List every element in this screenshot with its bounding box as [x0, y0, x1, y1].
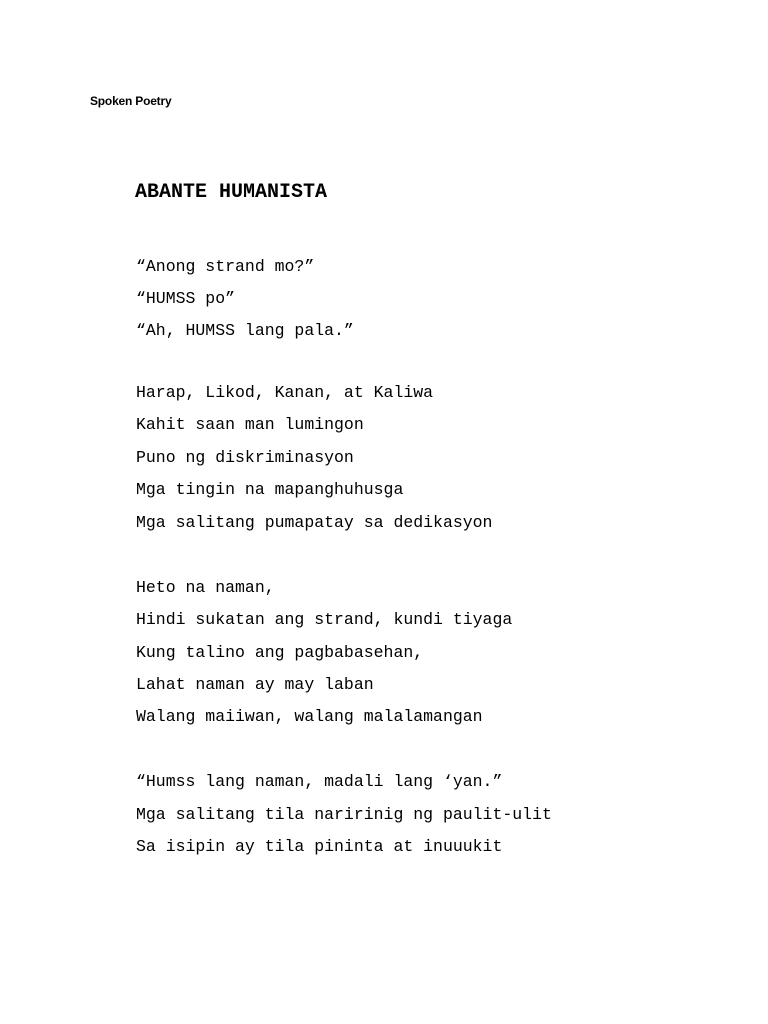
poem-line: “Anong strand mo?” [136, 257, 315, 276]
poem-line: Sa isipin ay tila pininta at inuuukit [136, 837, 503, 856]
poem-line: “Ah, HUMSS lang pala.” [136, 321, 354, 340]
poem-line: Kung talino ang pagbabasehan, [136, 643, 424, 662]
poem-line: Lahat naman ay may laban [136, 675, 374, 694]
poem-line: Mga salitang pumapatay sa dedikasyon [136, 513, 493, 532]
poem-line: Puno ng diskriminasyon [136, 448, 354, 467]
poem-title: ABANTE HUMANISTA [135, 181, 328, 204]
poem-line: Mga tingin na mapanghuhusga [136, 480, 404, 499]
poem-line: Mga salitang tila naririnig ng paulit-ulit [136, 805, 552, 824]
poem-line: Hindi sukatan ang strand, kundi tiyaga [136, 610, 513, 629]
poem-line: Heto na naman, [136, 578, 275, 597]
document-header-label: Spoken Poetry [90, 94, 172, 108]
poem-line: “HUMSS po” [136, 289, 236, 308]
poem-line: Walang maiiwan, walang malalamangan [136, 707, 483, 726]
poem-line: Kahit saan man lumingon [136, 415, 364, 434]
poem-line: “Humss lang naman, madali lang ‘yan.” [136, 772, 503, 791]
poem-line: Harap, Likod, Kanan, at Kaliwa [136, 383, 434, 402]
